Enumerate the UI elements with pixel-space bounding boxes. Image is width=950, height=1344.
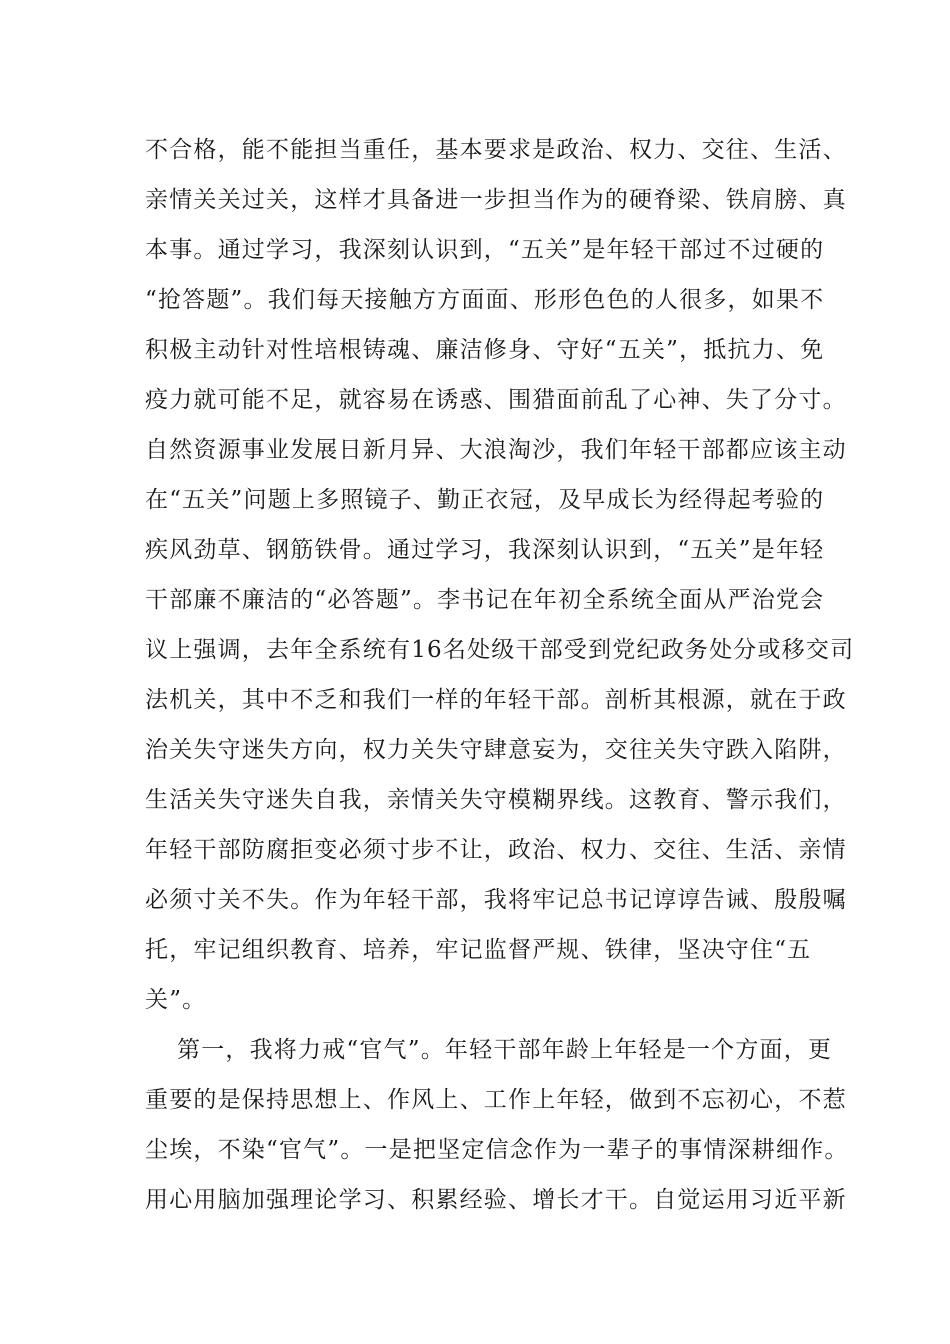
text-line: 托，牢记组织教育、培养，牢记监督严规、铁律，坚决守住“五 <box>145 937 812 963</box>
text-line: 干部廉不廉洁的“必答题”。李书记在年初全系统全面从严治党会 <box>145 587 825 613</box>
text-line: 年轻干部防腐拒变必须寸步不让，政治、权力、交往、生活、亲情 <box>145 837 847 863</box>
text-line: 疾风劲草、钢筋铁骨。通过学习，我深刻认识到，“五关”是年轻 <box>145 537 825 563</box>
text-line: 疫力就可能不足，就容易在诱惑、围猎面前乱了心神、失了分寸。 <box>145 387 847 413</box>
paragraph-first-line: 第一，我将力戒“官气”。年轻干部年龄上年轻是一个方面，更 <box>177 1037 833 1063</box>
text-line: 在“五关”问题上多照镜子、勤正衣冠，及早成长为经得起考验的 <box>145 487 825 513</box>
text-line: 不合格，能不能担当重任，基本要求是政治、权力、交往、生活、 <box>145 137 847 163</box>
text-line: 自然资源事业发展日新月异、大浪淘沙，我们年轻干部都应该主动 <box>145 437 847 463</box>
text-line: 用心用脑加强理论学习、积累经验、增长才干。自觉运用习近平新 <box>145 1187 847 1213</box>
text-line: 关”。 <box>145 987 207 1013</box>
text-line: 必须寸关不失。作为年轻干部，我将牢记总书记谆谆告诫、殷殷嘱 <box>145 887 847 913</box>
text-line: “抢答题”。我们每天接触方方面面、形形色色的人很多，如果不 <box>145 287 825 313</box>
text-line: 生活关失守迷失自我，亲情关失守模糊界线。这教育、警示我们， <box>145 787 847 813</box>
text-line: 治关失守迷失方向，权力关失守肆意妄为，交往关失守跌入陷阱， <box>145 737 847 763</box>
text-line: 本事。通过学习，我深刻认识到，“五关”是年轻干部过不过硬的 <box>145 237 825 263</box>
text-line: 尘埃，不染“官气”。一是把坚定信念作为一辈子的事情深耕细作。 <box>145 1137 849 1163</box>
text-line: 重要的是保持思想上、作风上、工作上年轻，做到不忘初心，不惹 <box>145 1087 847 1113</box>
text-line: 积极主动针对性培根铸魂、廉洁修身、守好“五关”，抵抗力、免 <box>145 337 825 363</box>
text-line: 法机关，其中不乏和我们一样的年轻干部。剖析其根源，就在于政 <box>145 687 847 713</box>
text-line: 亲情关关过关，这样才具备进一步担当作为的硬脊梁、铁肩膀、真 <box>145 187 847 213</box>
text-line: 议上强调，去年全系统有16名处级干部受到党纪政务处分或移交司 <box>145 637 855 663</box>
